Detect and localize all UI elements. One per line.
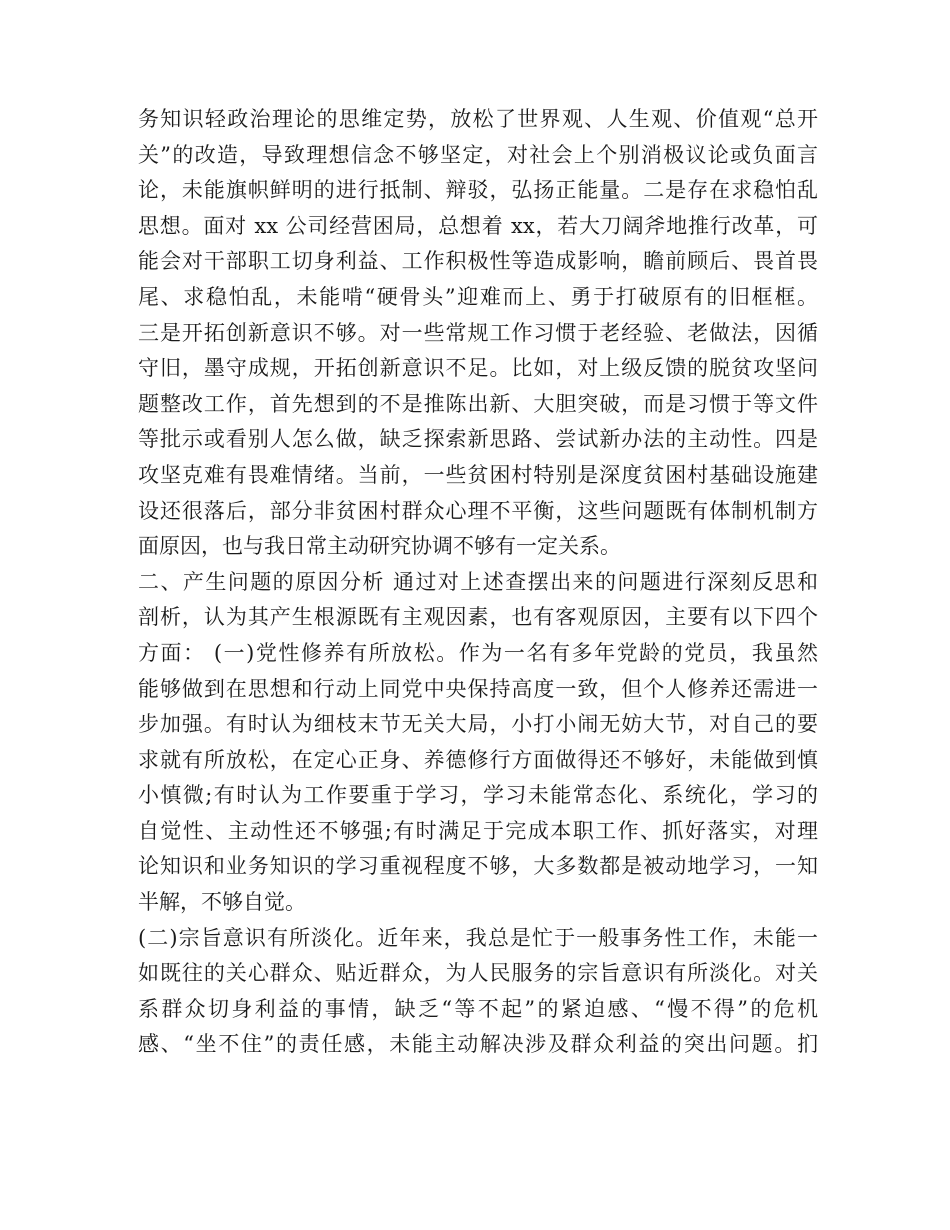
text-line: 方面： (一)党性修养有所放松。作为一名有多年党龄的党员，我虽然 <box>138 640 818 665</box>
text-line: 能会对干部职工切身利益、工作积极性等造成影响，瞻前顾后、畏首畏 <box>138 249 818 274</box>
text-line: 自觉性、主动性还不够强;有时满足于完成本职工作、抓好落实，对理 <box>138 818 818 843</box>
text-line: 小慎微;有时认为工作要重于学习，学习未能常态化、系统化，学习的 <box>138 783 818 808</box>
body-text <box>138 102 818 1063</box>
text-line: (二)宗旨意识有所淡化。近年来，我总是忙于一般事务性工作，未能一 <box>138 925 818 950</box>
text-line: 论，未能旗帜鲜明的进行抵制、辩驳，弘扬正能量。二是存在求稳怕乱 <box>138 178 818 203</box>
text-line: 务知识轻政治理论的思维定势，放松了世界观、人生观、价值观“总开 <box>138 107 818 131</box>
text-line: 剖析，认为其产生根源既有主观因素，也有客观原因，主要有以下四个 <box>138 605 818 630</box>
text-line: 三是开拓创新意识不够。对一些常规工作习惯于老经验、老做法，因循 <box>138 320 818 345</box>
text-line: 设还很落后，部分非贫困村群众心理不平衡，这些问题既有体制机制方 <box>138 498 818 523</box>
text-line: 系群众切身利益的事情，缺乏“等不起”的紧迫感、“慢不得”的危机 <box>138 996 818 1021</box>
section-heading-line: 二、产生问题的原因分析 通过对上述查摆出来的问题进行深刻反思和 <box>138 569 818 594</box>
text-line: 半解，不够自觉。 <box>138 890 306 915</box>
text-line: 如既往的关心群众、贴近群众，为人民服务的宗旨意识有所淡化。对关 <box>138 961 818 986</box>
text-line: 守旧，墨守成规，开拓创新意识不足。比如，对上级反馈的脱贫攻坚问 <box>138 356 818 381</box>
text-line: 攻坚克难有畏难情绪。当前，一些贫困村特别是深度贫困村基础设施建 <box>138 462 818 487</box>
text-line: 能够做到在思想和行动上同党中央保持高度一致，但个人修养还需进一 <box>138 676 818 701</box>
text-line: 感、“坐不住”的责任感，未能主动解决涉及群众利益的突出问题。扪 <box>138 1032 818 1057</box>
text-line: 论知识和业务知识的学习重视程度不够，大多数都是被动地学习，一知 <box>138 854 818 879</box>
text-line: 关”的改造，导致理想信念不够坚定，对社会上个别消极议论或负面言 <box>138 142 818 167</box>
text-line: 步加强。有时认为细枝末节无关大局，小打小闹无妨大节，对自己的要 <box>138 712 818 737</box>
text-line: 等批示或看别人怎么做，缺乏探索新思路、尝试新办法的主动性。四是 <box>138 427 818 452</box>
text-line: 思想。面对 xx 公司经营困局，总想着 xx，若大刀阔斧地推行改革，可 <box>138 213 818 238</box>
text-line: 题整改工作，首先想到的不是推陈出新、大胆突破，而是习惯于等文件 <box>138 391 818 416</box>
text-line: 面原因，也与我日常主动研究协调不够有一定关系。 <box>138 534 621 559</box>
text-line: 求就有所放松，在定心正身、养德修行方面做得还不够好，未能做到慎 <box>138 747 818 772</box>
text-line: 尾、求稳怕乱，未能啃“硬骨头”迎难而上、勇于打破原有的旧框框。 <box>138 284 818 309</box>
